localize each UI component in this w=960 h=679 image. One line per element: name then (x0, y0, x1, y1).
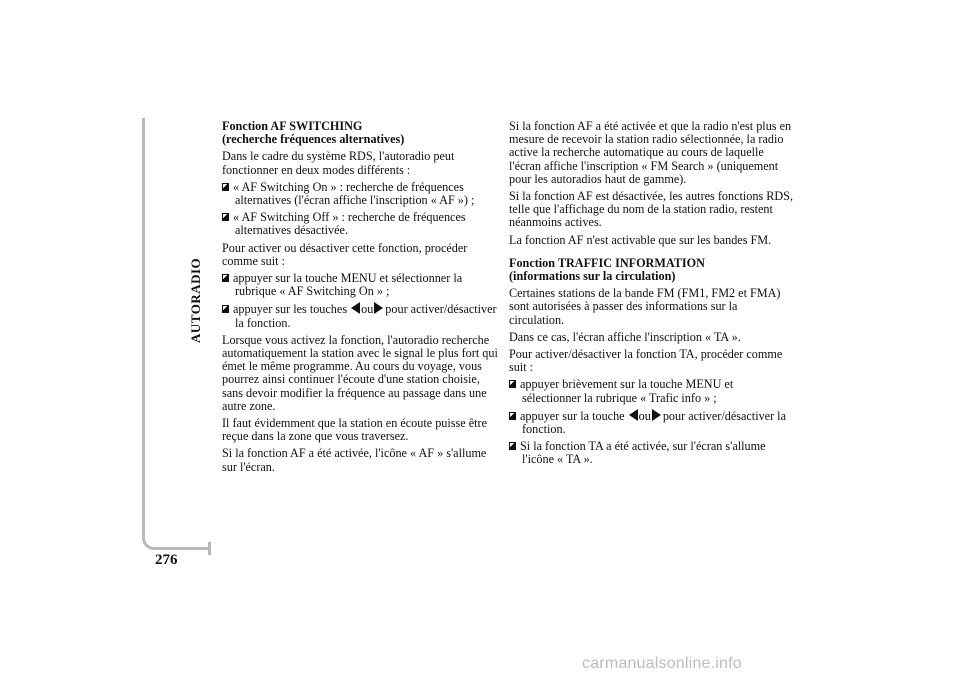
checkbox-bullet-icon (222, 183, 229, 191)
bullet-ta-arrows: appuyer sur la touche ou pour activer/désactiver la fonction. (509, 409, 794, 436)
af-switching-heading: Fonction AF SWITCHING (recherche fréquences alternatives) (222, 119, 405, 147)
af-icon-text: Si la fonction AF a été activée, l'icône « AF » s'allume sur l'écran. (222, 446, 487, 474)
checkbox-bullet-icon (222, 305, 229, 313)
bullet-ta-menu: appuyer brièvement sur la touche MENU et sélectionner la rubrique « Trafic info » ; (509, 378, 794, 404)
af-activate-text: Pour activer ou désactiver cette fonction, procéder comme suit : (222, 240, 468, 268)
footer-watermark: carmanualsonline.info (582, 655, 742, 672)
af-evident-text: Il faut évidemment que la station en écoute puisse être reçue dans la zone que vous traversez. (222, 416, 487, 444)
af-intro: Dans le cadre du système RDS, l'autoradio peut fonctionner en deux modes différents : (222, 149, 455, 177)
traffic-info-heading: Fonction TRAFFIC INFORMATION (informations sur la circulation) (509, 255, 705, 284)
bullet-af-on: « AF Switching On » : recherche de fréquences alternatives (l'écran affiche l'inscription « AF ») ; (222, 181, 500, 207)
ta-activate-text: Pour activer/désactiver la fonction TA, procéder comme suit : (509, 347, 783, 375)
bullet-menu: appuyer sur la touche MENU et sélectionner la rubrique « AF Switching On » ; (222, 272, 500, 298)
ta-stations-text: Certaines stations de la bande FM (FM1, FM2 et FMA) sont autorisées à passer des informations sur la circulation. (509, 286, 781, 327)
page-number: 276 (155, 552, 178, 568)
arrow-left-icon (629, 409, 638, 421)
checkbox-bullet-icon (222, 274, 229, 282)
bullet-ta-icon: Si la fonction TA a été activée, sur l'écran s'allume l'icône « TA ». (509, 440, 794, 466)
checkbox-bullet-icon (509, 442, 516, 450)
bullet-af-off: « AF Switching Off » : recherche de fréquences alternatives désactivée. (222, 211, 500, 237)
checkbox-bullet-icon (509, 412, 516, 420)
checkbox-bullet-icon (222, 213, 229, 221)
left-column (222, 120, 500, 478)
af-fm-only-text: La fonction AF n'est activable que sur les bandes FM. (509, 232, 772, 247)
checkbox-bullet-icon (509, 380, 516, 388)
af-off-text: Si la fonction AF est désactivée, les autres fonctions RDS, telle que l'affichage du nom de la station radio, restent néanmoins actives. (509, 189, 793, 230)
right-column (509, 120, 794, 471)
arrow-left-icon (351, 302, 360, 314)
af-lorsque-text: Lorsque vous activez la fonction, l'autoradio recherche automatiquement la station avec le signal le plus fort qui émet le même programme. Au cours du voyage, vous pourrez ainsi continuer l'écoute d'une station choisie, sans devoir modifier la fréquence au passage dans une autre zone. (222, 332, 498, 413)
arrow-right-icon (374, 302, 383, 314)
bullet-arrows: appuyer sur les touches ou pour activer/désactiver la fonction. (222, 302, 500, 329)
af-active-text: Si la fonction AF a été activée et que la radio n'est plus en mesure de recevoir la station radio sélectionnée, la radio active la recherche automatique au cours de laquelle l'écran affiche l'inscription « FM Search » (uniquement pour les autoradios haut de gamme). (509, 119, 792, 186)
arrow-right-icon (652, 409, 661, 421)
ta-display-text: Dans ce cas, l'écran affiche l'inscription « TA ». (509, 329, 741, 344)
section-tab: AUTORADIO (188, 257, 203, 343)
